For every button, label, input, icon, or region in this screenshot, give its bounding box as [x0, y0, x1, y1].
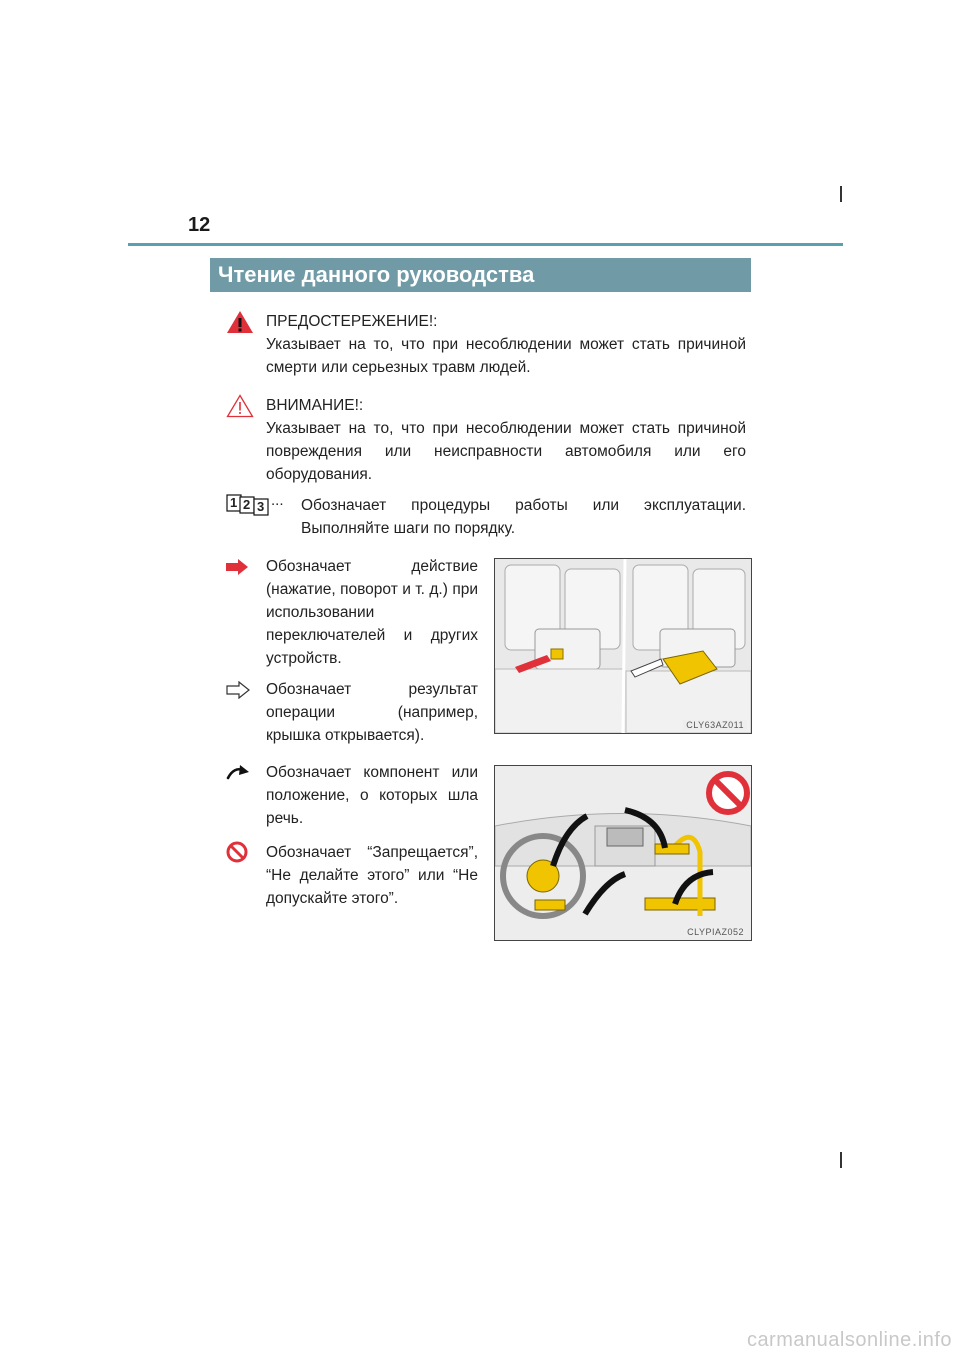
warning-block: [266, 310, 746, 379]
prohibited-icon: [226, 841, 248, 863]
crop-mark-bottom: [840, 1152, 842, 1168]
steps-line-2: Выполняйте шаги по порядку.: [301, 520, 516, 537]
notice-body: Указывает на то, что при несоблюдении может стать причиной повреждения или неисправности автомобиля или его оборудования.: [266, 420, 746, 483]
warning-triangle-icon: [226, 310, 254, 334]
prohibited-text: Обозначает “Запрещается”, “Не делайте этого” или “Не допускайте этого”.: [266, 844, 478, 907]
component-arrow-icon: [226, 764, 250, 780]
notice-block: [266, 394, 746, 486]
console-armrest-illustration: [494, 558, 752, 734]
action-arrow-icon: [226, 559, 248, 575]
dashboard-illustration: [494, 765, 752, 941]
footer-watermark: carmanualsonline.info: [746, 1329, 952, 1351]
step-digit-1: 1: [230, 495, 238, 510]
crop-mark-top: [840, 186, 842, 202]
step-digit-3: 3: [257, 499, 265, 514]
caution-triangle-icon: [226, 394, 254, 418]
dashboard-drawing: [495, 766, 751, 940]
warning-title: ПРЕДОСТЕРЕЖЕНИЕ!:: [266, 313, 438, 330]
steps-line-1: Обозначает процедуры работы или эксплуатации.: [301, 497, 746, 514]
console-drawing: [495, 559, 751, 733]
step-numbers-icon: [226, 494, 286, 518]
console-image-label: CLY63AZ011: [683, 720, 747, 730]
header-rule: [128, 243, 843, 246]
action-text: Обозначает действие (нажатие, поворот и т. д.) при использовании переключателей и других устройств.: [266, 558, 478, 667]
notice-title: ВНИМАНИЕ!:: [266, 397, 364, 414]
result-arrow-icon: [226, 681, 250, 699]
result-text: Обозначает результат операции (например, крышка открывается).: [266, 681, 478, 744]
warning-body: Указывает на то, что при несоблюдении может стать причиной смерти или серьезных травм людей.: [266, 336, 746, 376]
steps-block: [301, 494, 746, 540]
step-digit-2: 2: [243, 497, 251, 512]
step-ellipsis: ...: [271, 492, 284, 509]
component-text: Обозначает компонент или положение, о которых шла речь.: [266, 764, 478, 827]
section-title: Чтение данного руководства: [210, 258, 751, 292]
dashboard-image-label: CLYPIAZ052: [684, 927, 747, 937]
page-number: 12: [188, 214, 211, 236]
